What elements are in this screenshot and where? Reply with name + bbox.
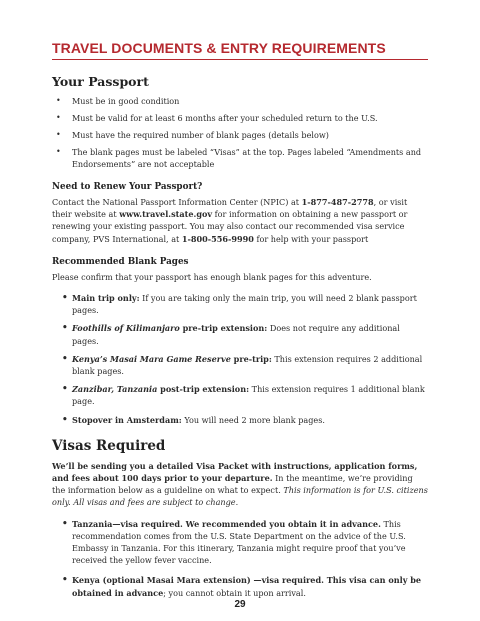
bullet-icon: • xyxy=(62,293,68,304)
visas-heading: Visas Required xyxy=(52,437,166,454)
passport-heading: Your Passport xyxy=(52,74,149,89)
list-item: • Must have the required number of blank pages (details below) xyxy=(56,130,329,140)
bullet-icon: • xyxy=(62,575,68,586)
bullet-icon: • xyxy=(62,414,68,425)
list-item: • Must be valid for at least 6 months after your scheduled return to the U.S. xyxy=(56,113,378,123)
pvs-phone: 1-800-556-9990 xyxy=(181,233,254,244)
blank-pages-list xyxy=(52,292,428,426)
list-item: • Tanzania—visa required. We recommended you obtain it in advance. This recommendation comes from the U.S. State Department on the advice of the U.S. Embassy in Tanzania. For this itinerary, Tanzania might require proof that you’ve received the yellow fever vaccine. xyxy=(62,518,406,566)
bullet-icon: • xyxy=(56,130,61,139)
list-item: • Kenya (optional Masai Mara extension) —visa required. This visa can only be obtained in advance; you cannot obtain it upon arrival. xyxy=(62,575,422,598)
bullet-icon: • xyxy=(56,96,61,105)
npic-phone: 1-877-487-2778 xyxy=(301,197,374,207)
page-number: 29 xyxy=(234,599,246,610)
blank-pages-heading: Recommended Blank Pages xyxy=(52,256,189,267)
renew-paragraph: Contact the National Passport Information Center (NPIC) at 1-877-487-2778, or visit their website at www.travel.state.gov for information on obtaining a new passport or renewing your existing passport. You may also contact our recommended visa service company, PVS International, at 1-800-556-9990 for help with your passport xyxy=(52,197,408,244)
list-item: • Kenya’s Masai Mara Game Reserve pre-trip: This extension requires 2 additional blank pages. xyxy=(62,353,423,377)
visa-list xyxy=(52,518,428,599)
passport-requirements-list xyxy=(52,95,428,170)
bullet-icon: • xyxy=(62,353,68,364)
website-link[interactable]: www.travel.state.gov xyxy=(119,209,213,220)
bullet-icon: • xyxy=(56,147,61,156)
bullet-icon: • xyxy=(62,518,68,529)
bullet-icon: • xyxy=(56,113,61,122)
blank-pages-intro: Please confirm that your passport has enough blank pages for this adventure. xyxy=(52,271,372,282)
bullet-icon: • xyxy=(62,384,68,395)
visas-intro: We’ll be sending you a detailed Visa Packet with instructions, application forms, and fees about 100 days prior to your departure. In the meantime, we’re providing the information below as a guideline on what to expect. This information is for U.S. citizens only. All visas and fees are subject to change. xyxy=(52,460,428,508)
list-item: • Must be in good condition xyxy=(56,96,180,106)
list-item: • Stopover in Amsterdam: You will need 2 more blank pages. xyxy=(62,414,325,425)
list-item: • Main trip only: If you are taking only the main trip, you will need 2 blank passport pages. xyxy=(62,293,417,316)
section-title: TRAVEL DOCUMENTS & ENTRY REQUIREMENTS xyxy=(52,40,428,60)
renew-heading: Need to Renew Your Passport? xyxy=(52,182,203,192)
list-item: • Foothills of Kilimanjaro pre-trip extension: Does not require any additional pages. xyxy=(62,323,400,346)
list-item: • Zanzibar, Tanzania post-trip extension: This extension requires 1 additional blank page. xyxy=(62,384,425,407)
list-item: • The blank pages must be labeled “Visas” at the top. Pages labeled “Amendments and Endorsements” are not acceptable xyxy=(56,147,422,169)
bullet-icon: • xyxy=(62,323,68,334)
